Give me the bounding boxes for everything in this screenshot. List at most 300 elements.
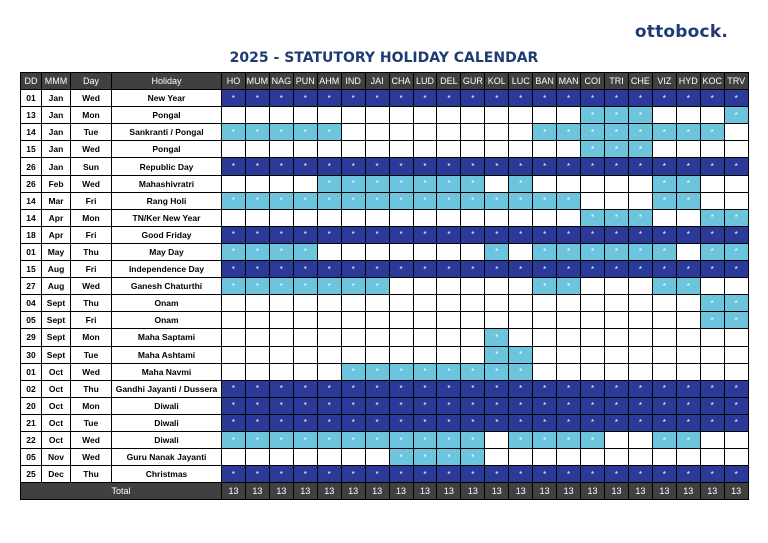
working-day-cell bbox=[557, 449, 581, 466]
holiday-name-cell: Christmas bbox=[112, 466, 222, 483]
holiday-mark-ind: * bbox=[341, 466, 365, 483]
holiday-mark-hyd: * bbox=[676, 175, 700, 192]
holiday-mark-ahm: * bbox=[317, 261, 341, 278]
holiday-mark-ahm: * bbox=[317, 466, 341, 483]
holiday-mark-pun: * bbox=[293, 397, 317, 414]
holiday-mark-ban: * bbox=[533, 192, 557, 209]
working-day-cell bbox=[413, 278, 437, 295]
holiday-mark-koc: * bbox=[700, 295, 724, 312]
holiday-mark-mum: * bbox=[245, 226, 269, 243]
working-day-cell bbox=[581, 329, 605, 346]
working-day-cell bbox=[700, 141, 724, 158]
working-day-cell bbox=[317, 449, 341, 466]
holiday-mark-kol: * bbox=[485, 346, 509, 363]
holiday-mark-gur: * bbox=[461, 449, 485, 466]
holiday-mark-che: * bbox=[628, 414, 652, 431]
holiday-mark-coi: * bbox=[581, 466, 605, 483]
holiday-mark-viz: * bbox=[652, 124, 676, 141]
holiday-mark-kol: * bbox=[485, 466, 509, 483]
working-day-cell bbox=[269, 209, 293, 226]
working-day-cell bbox=[437, 141, 461, 158]
holiday-mark-ban: * bbox=[533, 226, 557, 243]
holiday-mark-luc: * bbox=[509, 431, 533, 448]
working-day-cell bbox=[509, 329, 533, 346]
working-day-cell bbox=[293, 449, 317, 466]
working-day-cell bbox=[269, 141, 293, 158]
working-day-cell bbox=[437, 329, 461, 346]
working-day-cell bbox=[605, 295, 629, 312]
holiday-mark-jai: * bbox=[365, 158, 389, 175]
holiday-mark-trv: * bbox=[724, 90, 748, 107]
month-cell: Aug bbox=[42, 261, 71, 278]
holiday-mark-del: * bbox=[437, 449, 461, 466]
working-day-cell bbox=[222, 209, 246, 226]
working-day-cell bbox=[461, 124, 485, 141]
working-day-cell bbox=[413, 243, 437, 260]
column-header-dd: DD bbox=[21, 73, 42, 90]
holiday-name-cell: Good Friday bbox=[112, 226, 222, 243]
holiday-mark-ahm: * bbox=[317, 90, 341, 107]
holiday-mark-tri: * bbox=[605, 397, 629, 414]
holiday-mark-ho: * bbox=[222, 158, 246, 175]
holiday-name-cell: Mahashivratri bbox=[112, 175, 222, 192]
working-day-cell bbox=[269, 329, 293, 346]
holiday-mark-ind: * bbox=[341, 192, 365, 209]
holiday-mark-coi: * bbox=[581, 226, 605, 243]
holiday-mark-koc: * bbox=[700, 209, 724, 226]
working-day-cell bbox=[461, 243, 485, 260]
weekday-cell: Mon bbox=[71, 107, 112, 124]
holiday-mark-koc: * bbox=[700, 312, 724, 329]
date-cell: 27 bbox=[21, 278, 42, 295]
holiday-mark-pun: * bbox=[293, 192, 317, 209]
working-day-cell bbox=[317, 346, 341, 363]
month-cell: Oct bbox=[42, 380, 71, 397]
holiday-mark-che: * bbox=[628, 226, 652, 243]
working-day-cell bbox=[485, 141, 509, 158]
working-day-cell bbox=[222, 107, 246, 124]
working-day-cell bbox=[652, 295, 676, 312]
date-cell: 01 bbox=[21, 363, 42, 380]
holiday-row bbox=[21, 329, 749, 346]
total-row bbox=[21, 483, 749, 500]
holiday-mark-gur: * bbox=[461, 397, 485, 414]
holiday-mark-trv: * bbox=[724, 397, 748, 414]
holiday-mark-jai: * bbox=[365, 431, 389, 448]
working-day-cell bbox=[245, 363, 269, 380]
holiday-row bbox=[21, 107, 749, 124]
location-header-che: CHE bbox=[628, 73, 652, 90]
holiday-mark-man: * bbox=[557, 192, 581, 209]
holiday-mark-ind: * bbox=[341, 90, 365, 107]
holiday-row bbox=[21, 209, 749, 226]
holiday-mark-luc: * bbox=[509, 414, 533, 431]
location-header-hyd: HYD bbox=[676, 73, 700, 90]
holiday-mark-hyd: * bbox=[676, 397, 700, 414]
location-header-tri: TRI bbox=[605, 73, 629, 90]
working-day-cell bbox=[509, 295, 533, 312]
working-day-cell bbox=[581, 363, 605, 380]
working-day-cell bbox=[628, 175, 652, 192]
holiday-mark-del: * bbox=[437, 175, 461, 192]
holiday-mark-viz: * bbox=[652, 158, 676, 175]
working-day-cell bbox=[509, 278, 533, 295]
holiday-name-cell: Onam bbox=[112, 312, 222, 329]
holiday-mark-mum: * bbox=[245, 380, 269, 397]
holiday-mark-man: * bbox=[557, 261, 581, 278]
working-day-cell bbox=[413, 209, 437, 226]
holiday-mark-ind: * bbox=[341, 261, 365, 278]
working-day-cell bbox=[341, 329, 365, 346]
holiday-row bbox=[21, 192, 749, 209]
weekday-cell: Mon bbox=[71, 209, 112, 226]
holiday-mark-ho: * bbox=[222, 90, 246, 107]
holiday-mark-nag: * bbox=[269, 414, 293, 431]
holiday-mark-pun: * bbox=[293, 380, 317, 397]
holiday-mark-luc: * bbox=[509, 261, 533, 278]
working-day-cell bbox=[605, 431, 629, 448]
weekday-cell: Thu bbox=[71, 380, 112, 397]
holiday-mark-man: * bbox=[557, 466, 581, 483]
holiday-row bbox=[21, 346, 749, 363]
holiday-mark-viz: * bbox=[652, 226, 676, 243]
month-cell: Sept bbox=[42, 329, 71, 346]
holiday-mark-hyd: * bbox=[676, 226, 700, 243]
holiday-row bbox=[21, 158, 749, 175]
month-cell: Mar bbox=[42, 192, 71, 209]
working-day-cell bbox=[317, 141, 341, 158]
total-count-kol: 13 bbox=[485, 483, 509, 500]
holiday-name-cell: Pongal bbox=[112, 141, 222, 158]
holiday-mark-ind: * bbox=[341, 431, 365, 448]
holiday-mark-ind: * bbox=[341, 414, 365, 431]
month-cell: Oct bbox=[42, 397, 71, 414]
holiday-mark-ho: * bbox=[222, 278, 246, 295]
holiday-mark-ahm: * bbox=[317, 192, 341, 209]
holiday-mark-mum: * bbox=[245, 90, 269, 107]
date-cell: 26 bbox=[21, 158, 42, 175]
holiday-mark-ho: * bbox=[222, 226, 246, 243]
holiday-mark-che: * bbox=[628, 141, 652, 158]
holiday-mark-cha: * bbox=[389, 414, 413, 431]
working-day-cell bbox=[533, 175, 557, 192]
working-day-cell bbox=[389, 278, 413, 295]
location-header-koc: KOC bbox=[700, 73, 724, 90]
holiday-row bbox=[21, 175, 749, 192]
holiday-mark-trv: * bbox=[724, 158, 748, 175]
working-day-cell bbox=[413, 124, 437, 141]
working-day-cell bbox=[652, 141, 676, 158]
holiday-mark-pun: * bbox=[293, 90, 317, 107]
holiday-mark-cha: * bbox=[389, 363, 413, 380]
holiday-mark-ind: * bbox=[341, 397, 365, 414]
working-day-cell bbox=[605, 449, 629, 466]
holiday-mark-jai: * bbox=[365, 397, 389, 414]
holiday-mark-ban: * bbox=[533, 278, 557, 295]
month-cell: Feb bbox=[42, 175, 71, 192]
working-day-cell bbox=[222, 329, 246, 346]
holiday-mark-che: * bbox=[628, 380, 652, 397]
holiday-mark-lud: * bbox=[413, 397, 437, 414]
working-day-cell bbox=[461, 209, 485, 226]
holiday-mark-nag: * bbox=[269, 90, 293, 107]
location-header-luc: LUC bbox=[509, 73, 533, 90]
holiday-name-cell: Maha Ashtami bbox=[112, 346, 222, 363]
total-count-ban: 13 bbox=[533, 483, 557, 500]
holiday-mark-gur: * bbox=[461, 466, 485, 483]
holiday-mark-luc: * bbox=[509, 346, 533, 363]
holiday-mark-nag: * bbox=[269, 397, 293, 414]
location-header-trv: TRV bbox=[724, 73, 748, 90]
working-day-cell bbox=[628, 295, 652, 312]
holiday-mark-gur: * bbox=[461, 363, 485, 380]
working-day-cell bbox=[676, 346, 700, 363]
working-day-cell bbox=[269, 312, 293, 329]
holiday-name-cell: New Year bbox=[112, 90, 222, 107]
working-day-cell bbox=[628, 312, 652, 329]
working-day-cell bbox=[557, 209, 581, 226]
date-cell: 14 bbox=[21, 192, 42, 209]
working-day-cell bbox=[269, 295, 293, 312]
total-count-gur: 13 bbox=[461, 483, 485, 500]
working-day-cell bbox=[389, 329, 413, 346]
holiday-mark-tri: * bbox=[605, 158, 629, 175]
working-day-cell bbox=[605, 278, 629, 295]
working-day-cell bbox=[676, 243, 700, 260]
working-day-cell bbox=[461, 141, 485, 158]
holiday-mark-man: * bbox=[557, 397, 581, 414]
working-day-cell bbox=[365, 141, 389, 158]
working-day-cell bbox=[533, 346, 557, 363]
working-day-cell bbox=[676, 295, 700, 312]
date-cell: 02 bbox=[21, 380, 42, 397]
holiday-mark-lud: * bbox=[413, 158, 437, 175]
holiday-name-cell: Guru Nanak Jayanti bbox=[112, 449, 222, 466]
holiday-mark-hyd: * bbox=[676, 278, 700, 295]
weekday-cell: Fri bbox=[71, 192, 112, 209]
holiday-mark-ban: * bbox=[533, 124, 557, 141]
holiday-mark-ind: * bbox=[341, 278, 365, 295]
holiday-name-cell: Diwali bbox=[112, 414, 222, 431]
working-day-cell bbox=[365, 346, 389, 363]
working-day-cell bbox=[293, 346, 317, 363]
holiday-mark-ho: * bbox=[222, 397, 246, 414]
month-cell: Jan bbox=[42, 124, 71, 141]
holiday-mark-pun: * bbox=[293, 278, 317, 295]
holiday-mark-coi: * bbox=[581, 107, 605, 124]
working-day-cell bbox=[413, 295, 437, 312]
working-day-cell bbox=[461, 295, 485, 312]
holiday-mark-man: * bbox=[557, 431, 581, 448]
working-day-cell bbox=[365, 243, 389, 260]
working-day-cell bbox=[700, 449, 724, 466]
holiday-mark-ban: * bbox=[533, 397, 557, 414]
holiday-mark-gur: * bbox=[461, 431, 485, 448]
holiday-mark-viz: * bbox=[652, 278, 676, 295]
holiday-mark-che: * bbox=[628, 124, 652, 141]
month-cell: Aug bbox=[42, 278, 71, 295]
holiday-name-cell: Maha Saptami bbox=[112, 329, 222, 346]
holiday-mark-mum: * bbox=[245, 124, 269, 141]
date-cell: 13 bbox=[21, 107, 42, 124]
location-header-cha: CHA bbox=[389, 73, 413, 90]
working-day-cell bbox=[365, 295, 389, 312]
holiday-mark-jai: * bbox=[365, 175, 389, 192]
holiday-name-cell: Sankranti / Pongal bbox=[112, 124, 222, 141]
holiday-mark-lud: * bbox=[413, 261, 437, 278]
holiday-name-cell: Rang Holi bbox=[112, 192, 222, 209]
holiday-mark-ban: * bbox=[533, 431, 557, 448]
holiday-mark-ho: * bbox=[222, 243, 246, 260]
working-day-cell bbox=[413, 346, 437, 363]
holiday-mark-pun: * bbox=[293, 243, 317, 260]
working-day-cell bbox=[533, 363, 557, 380]
working-day-cell bbox=[652, 107, 676, 124]
working-day-cell bbox=[437, 295, 461, 312]
holiday-mark-trv: * bbox=[724, 243, 748, 260]
working-day-cell bbox=[389, 243, 413, 260]
total-count-lud: 13 bbox=[413, 483, 437, 500]
holiday-mark-nag: * bbox=[269, 261, 293, 278]
holiday-mark-coi: * bbox=[581, 158, 605, 175]
holiday-mark-luc: * bbox=[509, 192, 533, 209]
holiday-mark-pun: * bbox=[293, 261, 317, 278]
working-day-cell bbox=[222, 175, 246, 192]
working-day-cell bbox=[509, 141, 533, 158]
holiday-mark-lud: * bbox=[413, 175, 437, 192]
weekday-cell: Wed bbox=[71, 141, 112, 158]
weekday-cell: Thu bbox=[71, 243, 112, 260]
holiday-mark-kol: * bbox=[485, 158, 509, 175]
holiday-mark-cha: * bbox=[389, 397, 413, 414]
holiday-mark-luc: * bbox=[509, 90, 533, 107]
holiday-mark-pun: * bbox=[293, 124, 317, 141]
holiday-mark-luc: * bbox=[509, 363, 533, 380]
working-day-cell bbox=[389, 295, 413, 312]
holiday-mark-gur: * bbox=[461, 261, 485, 278]
holiday-mark-cha: * bbox=[389, 449, 413, 466]
holiday-mark-gur: * bbox=[461, 380, 485, 397]
holiday-mark-ahm: * bbox=[317, 397, 341, 414]
working-day-cell bbox=[581, 295, 605, 312]
working-day-cell bbox=[628, 278, 652, 295]
date-cell: 29 bbox=[21, 329, 42, 346]
holiday-mark-cha: * bbox=[389, 466, 413, 483]
working-day-cell bbox=[293, 141, 317, 158]
working-day-cell bbox=[676, 312, 700, 329]
holiday-row bbox=[21, 141, 749, 158]
working-day-cell bbox=[341, 449, 365, 466]
total-count-nag: 13 bbox=[269, 483, 293, 500]
holiday-mark-tri: * bbox=[605, 209, 629, 226]
holiday-mark-jai: * bbox=[365, 278, 389, 295]
holiday-mark-ho: * bbox=[222, 261, 246, 278]
working-day-cell bbox=[485, 312, 509, 329]
holiday-mark-man: * bbox=[557, 414, 581, 431]
weekday-cell: Thu bbox=[71, 466, 112, 483]
total-count-mum: 13 bbox=[245, 483, 269, 500]
working-day-cell bbox=[222, 312, 246, 329]
holiday-mark-jai: * bbox=[365, 466, 389, 483]
month-cell: Nov bbox=[42, 449, 71, 466]
working-day-cell bbox=[652, 209, 676, 226]
working-day-cell bbox=[269, 449, 293, 466]
holiday-mark-kol: * bbox=[485, 192, 509, 209]
holiday-mark-che: * bbox=[628, 107, 652, 124]
working-day-cell bbox=[509, 243, 533, 260]
holiday-mark-ind: * bbox=[341, 158, 365, 175]
working-day-cell bbox=[293, 175, 317, 192]
holiday-mark-trv: * bbox=[724, 261, 748, 278]
working-day-cell bbox=[700, 329, 724, 346]
holiday-mark-ban: * bbox=[533, 261, 557, 278]
working-day-cell bbox=[365, 312, 389, 329]
working-day-cell bbox=[533, 329, 557, 346]
working-day-cell bbox=[485, 124, 509, 141]
working-day-cell bbox=[724, 346, 748, 363]
holiday-mark-ban: * bbox=[533, 466, 557, 483]
holiday-mark-nag: * bbox=[269, 278, 293, 295]
working-day-cell bbox=[461, 329, 485, 346]
total-count-jai: 13 bbox=[365, 483, 389, 500]
holiday-mark-lud: * bbox=[413, 380, 437, 397]
working-day-cell bbox=[341, 124, 365, 141]
date-cell: 15 bbox=[21, 141, 42, 158]
working-day-cell bbox=[533, 449, 557, 466]
holiday-mark-lud: * bbox=[413, 414, 437, 431]
holiday-mark-tri: * bbox=[605, 141, 629, 158]
holiday-mark-mum: * bbox=[245, 261, 269, 278]
working-day-cell bbox=[485, 431, 509, 448]
date-cell: 30 bbox=[21, 346, 42, 363]
holiday-mark-man: * bbox=[557, 226, 581, 243]
column-header-holiday: Holiday bbox=[112, 73, 222, 90]
holiday-mark-nag: * bbox=[269, 466, 293, 483]
holiday-mark-luc: * bbox=[509, 466, 533, 483]
working-day-cell bbox=[724, 124, 748, 141]
holiday-mark-man: * bbox=[557, 380, 581, 397]
holiday-mark-trv: * bbox=[724, 107, 748, 124]
total-count-ind: 13 bbox=[341, 483, 365, 500]
working-day-cell bbox=[245, 329, 269, 346]
holiday-mark-jai: * bbox=[365, 90, 389, 107]
holiday-mark-mum: * bbox=[245, 158, 269, 175]
working-day-cell bbox=[485, 278, 509, 295]
date-cell: 05 bbox=[21, 312, 42, 329]
working-day-cell bbox=[413, 329, 437, 346]
working-day-cell bbox=[533, 107, 557, 124]
working-day-cell bbox=[700, 175, 724, 192]
holiday-mark-ho: * bbox=[222, 124, 246, 141]
working-day-cell bbox=[581, 175, 605, 192]
holiday-mark-del: * bbox=[437, 431, 461, 448]
working-day-cell bbox=[628, 346, 652, 363]
date-cell: 15 bbox=[21, 261, 42, 278]
holiday-mark-viz: * bbox=[652, 466, 676, 483]
holiday-mark-ban: * bbox=[533, 158, 557, 175]
holiday-mark-man: * bbox=[557, 158, 581, 175]
weekday-cell: Wed bbox=[71, 431, 112, 448]
working-day-cell bbox=[724, 449, 748, 466]
working-day-cell bbox=[724, 363, 748, 380]
holiday-mark-coi: * bbox=[581, 397, 605, 414]
working-day-cell bbox=[724, 192, 748, 209]
holiday-mark-kol: * bbox=[485, 329, 509, 346]
holiday-mark-lud: * bbox=[413, 466, 437, 483]
holiday-mark-ahm: * bbox=[317, 414, 341, 431]
total-count-luc: 13 bbox=[509, 483, 533, 500]
working-day-cell bbox=[461, 107, 485, 124]
